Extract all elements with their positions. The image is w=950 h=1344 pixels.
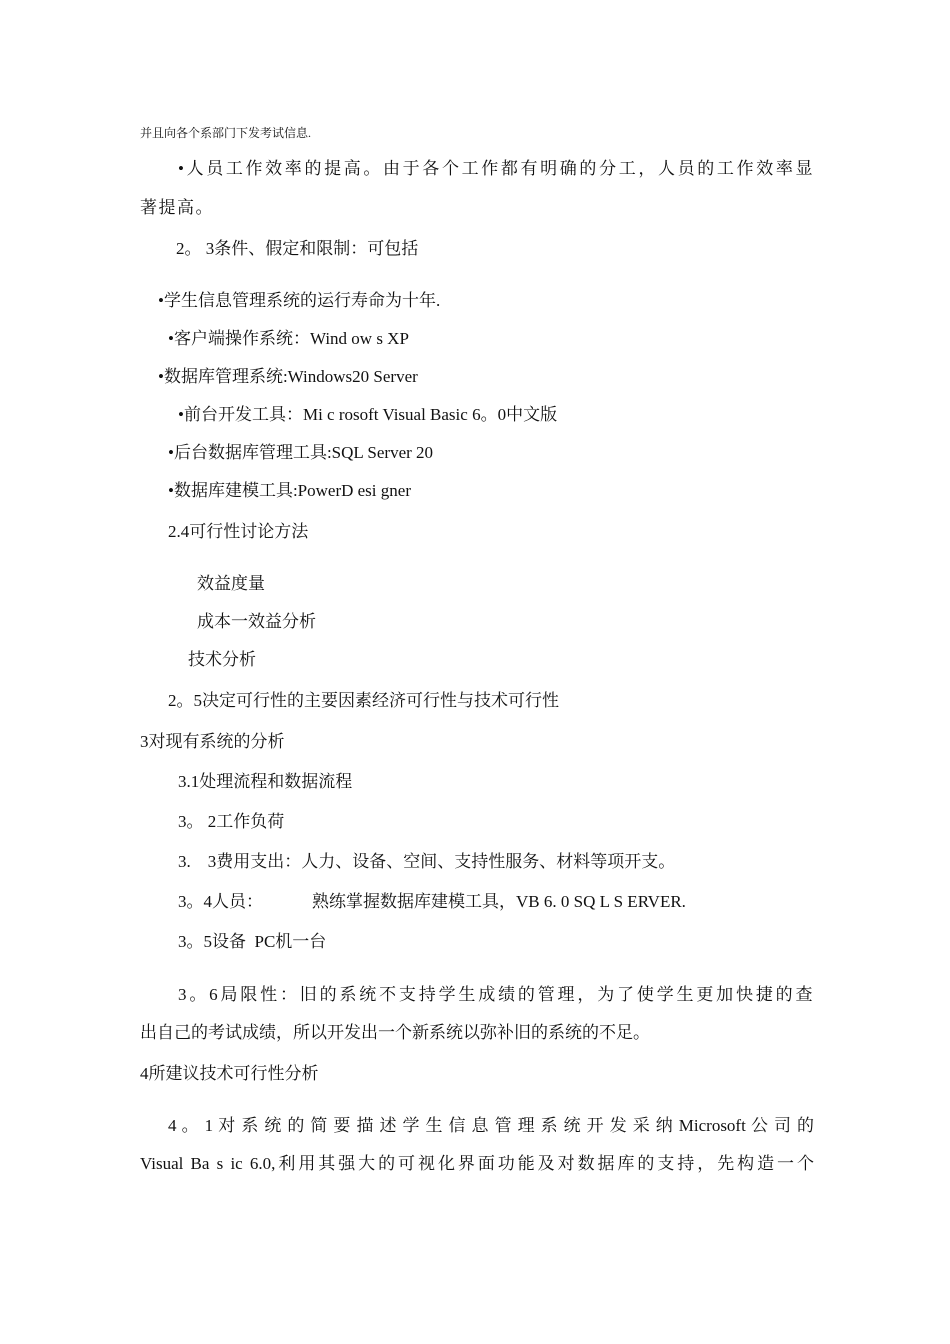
text-line: 熟练掌握数据库建模工具，VB 6. 0 SQ L S ERVER. [312,892,686,911]
section-heading: 3。4人员： [178,892,263,911]
list-item: •数据库管理系统:Windows20 Server [158,367,418,386]
text-line: 4 。 1 对 系 统 的 简 要 描 述 学 生 信 息 管 理 系 统 开 发 采 纳 Microsoft 公 司 的 [168,1116,814,1135]
section-heading: 3。5设备 PC机一台 [178,932,327,951]
list-item: 技术分析 [188,650,256,669]
chapter-heading: 4所建议技术可行性分析 [140,1064,319,1083]
section-heading: 2。 3条件、假定和限制：可包括 [176,239,419,258]
list-item: •客户端操作系统：Wind ow s XP [168,329,409,348]
list-item: •数据库建模工具:PowerD esi gner [168,481,411,500]
list-item: •学生信息管理系统的运行寿命为十年. [158,291,441,310]
section-heading: 3.1处理流程和数据流程 [178,772,353,791]
text-line: 3。6局限性：旧的系统不支持学生成绩的管理，为了使学生更加快捷的查 [178,985,814,1004]
section-heading: 2。5决定可行性的主要因素经济可行性与技术可行性 [168,691,559,710]
section-heading: 3。 2工作负荷 [178,812,285,831]
text-line: 并且向各个系部门下发考试信息. [140,126,312,140]
list-item: 成本一效益分析 [197,612,316,631]
section-heading: 3. 3费用支出：人力、设备、空间、支持性服务、材料等项开支。 [178,852,676,871]
text-line: 著提高。 [140,198,214,217]
chapter-heading: 3对现有系统的分析 [140,732,285,751]
text-line: Visual Ba s ic 6.0,利用其强大的可视化界面功能及对数据库的支持，先构造一个 [140,1154,814,1173]
section-heading: 2.4可行性讨论方法 [168,522,309,541]
list-item: •后台数据库管理工具:SQL Server 20 [168,443,434,462]
text-line: •人员工作效率的提高。由于各个工作都有明确的分工，人员的工作效率显 [178,159,814,178]
text-line: 出自己的考试成绩，所以开发出一个新系统以弥补旧的系统的不足。 [140,1023,650,1042]
list-item: •前台开发工具：Mi c rosoft Visual Basic 6。0中文版 [178,405,558,424]
list-item: 效益度量 [197,574,265,593]
